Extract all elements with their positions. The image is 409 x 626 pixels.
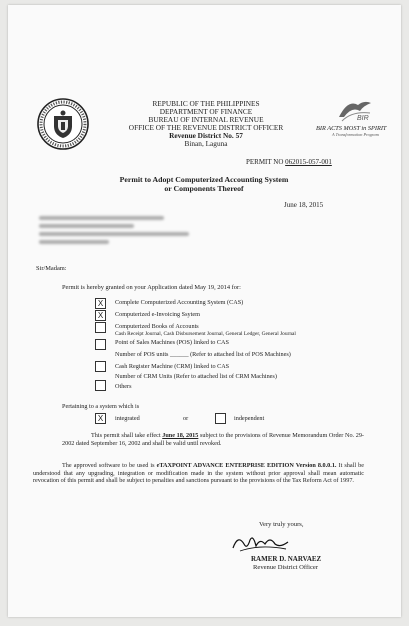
item-label-pos-units: Number of POS units ______ (Refer to attached list of POS Machines) xyxy=(115,351,291,358)
document-date: June 18, 2015 xyxy=(284,201,324,209)
item-label-crm-units: Number of CRM Units (Refer to attached list of CRM Machines) xyxy=(115,373,277,380)
item-label-books: Computerized Books of Accounts xyxy=(115,323,199,330)
permit-number xyxy=(246,158,332,166)
effect-paragraph xyxy=(33,432,364,447)
checkbox-pos xyxy=(95,339,106,350)
item-label-journals: Cash Receipt Journal, Cash Disbursement Journal, General Ledger, General Journal xyxy=(115,331,296,337)
item-label-einvoicing: Computerized e-Invoicing Ssytem xyxy=(115,311,200,318)
effect-text-start: This permit shall take effect xyxy=(91,432,163,439)
label-or: or xyxy=(183,415,189,422)
pertaining-text: Pertaining to a system which is xyxy=(62,403,140,410)
header-district: Revenue District No. 57 xyxy=(169,131,243,140)
document-title: Permit to Adopt Computerized Accounting System xyxy=(119,175,289,184)
software-text-start: The approved software to be used is xyxy=(62,462,157,469)
checkbox-cas: X xyxy=(95,298,106,309)
permit-document xyxy=(8,5,401,617)
effect-date: June 18, 2015 xyxy=(162,432,199,439)
header-office: OFFICE OF THE REVENUE DISTRICT OFFICER xyxy=(128,123,284,132)
checkbox-books xyxy=(95,322,106,333)
checkbox-integrated: X xyxy=(95,413,106,424)
label-independent: independent xyxy=(234,415,265,422)
checkbox-others xyxy=(95,380,106,391)
closing: Very truly yours, xyxy=(259,521,304,528)
document-subtitle: or Components Thereof xyxy=(164,184,244,193)
signature-icon xyxy=(230,532,292,554)
label-integrated: integrated xyxy=(115,415,140,422)
software-paragraph xyxy=(33,462,364,485)
signatory-title: Revenue District Officer xyxy=(253,564,319,571)
header-location: Binan, Laguna xyxy=(184,139,228,148)
bir-logo-mark: BIR xyxy=(357,115,369,122)
software-text-end: It shall be understood that any upgrading, integration or modification made in the system without prior approval shall mean automatic revocation of this permit and shall be subject to penalties and sanctions pursuant to the provisions of the Tax Reform Act of 1997. xyxy=(33,462,364,485)
bir-logo-icon xyxy=(338,97,372,123)
checkbox-independent xyxy=(215,413,226,424)
logo-tagline: A Transformation Program xyxy=(332,132,379,137)
permit-number-value: 062015-057-001 xyxy=(285,158,332,166)
item-label-pos: Point of Sales Machines (POS) linked to CAS xyxy=(115,339,229,346)
software-name: eTAXPOINT ADVANCE ENTERPRISE EDITION Version 8.0.0.1. xyxy=(156,462,337,469)
checkbox-crm xyxy=(95,361,106,372)
effect-text-end: subject to the provisions of Revenue Memorandum Order No. 29-2002 dated September 16, 2002 and shall be valid until revoked. xyxy=(62,432,364,447)
logo-slogan: BIR ACTS MOST in SPIRIT xyxy=(316,125,387,132)
item-label-others: Others xyxy=(115,383,132,390)
header-republic: REPUBLIC OF THE PHILIPPINES xyxy=(152,99,260,108)
item-label-crm: Cash Register Machine (CRM) linked to CAS xyxy=(115,363,230,370)
signatory-name: RAMER D. NARVAEZ xyxy=(251,555,322,563)
salutation: Sir/Madam: xyxy=(36,265,67,272)
checkbox-einvoicing: X xyxy=(95,310,106,321)
bir-seal-icon xyxy=(37,98,89,150)
header-department: DEPARTMENT OF FINANCE xyxy=(159,107,253,116)
header-bureau: BUREAU OF INTERNAL REVENUE xyxy=(148,115,264,124)
grant-text: Permit is hereby granted on your Application dated May 19, 2014 for: xyxy=(62,284,241,291)
item-label-cas: Complete Computerized Accounting System (CAS) xyxy=(115,299,244,306)
permit-number-label: PERMIT NO xyxy=(246,158,284,166)
